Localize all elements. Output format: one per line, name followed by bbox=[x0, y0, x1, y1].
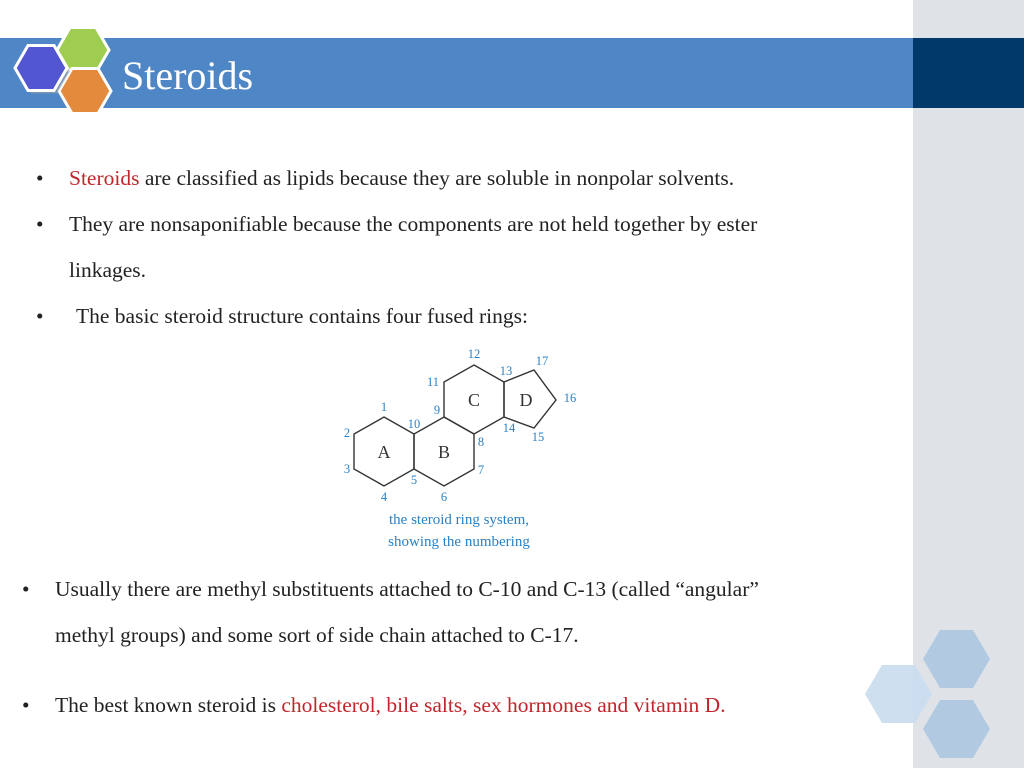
atom-number-11: 11 bbox=[426, 375, 440, 389]
title-accent-block bbox=[913, 38, 1024, 108]
bullet-item-lipids bbox=[36, 155, 734, 201]
bullet-highlight-steroids: Steroids bbox=[69, 166, 140, 190]
bullet-item-nonsaponifiable bbox=[36, 201, 757, 247]
bullet-text: Usually there are methyl substituents attached to C-10 and C-13 (called “angular” bbox=[55, 577, 759, 601]
atom-number-5: 5 bbox=[410, 473, 418, 487]
bullet-item-four-rings bbox=[36, 293, 528, 339]
atom-number-7: 7 bbox=[477, 463, 485, 477]
atom-number-14: 14 bbox=[502, 421, 516, 435]
atom-number-9: 9 bbox=[433, 403, 441, 417]
bullet-item-methyl-substituents bbox=[22, 566, 759, 612]
figure-caption-line-1: the steroid ring system, bbox=[389, 512, 529, 528]
bullet-text: They are nonsaponifiable because the components are not held together by ester bbox=[69, 212, 758, 236]
ring-label-a: A bbox=[377, 442, 391, 462]
ring-label-d: D bbox=[519, 390, 533, 410]
bullet-dot-icon: • bbox=[36, 304, 44, 328]
bullet-dot-icon: • bbox=[22, 577, 30, 601]
bullet-text: The basic steroid structure contains four fused rings: bbox=[76, 304, 528, 328]
atom-number-6: 6 bbox=[440, 490, 448, 504]
atom-number-17: 17 bbox=[535, 354, 549, 368]
atom-number-8: 8 bbox=[477, 435, 485, 449]
hexagon-logo-icon bbox=[0, 0, 125, 125]
ring-label-c: C bbox=[467, 390, 481, 410]
slide-title: Steroids bbox=[122, 53, 254, 98]
atom-number-15: 15 bbox=[531, 430, 545, 444]
ring-label-b: B bbox=[437, 442, 451, 462]
bullet-highlight-examples: cholesterol, bile salts, sex hormones and vitamin D. bbox=[281, 693, 726, 717]
bullet-dot-icon: • bbox=[22, 693, 30, 717]
bullet-dot-icon: • bbox=[36, 166, 44, 190]
atom-number-13: 13 bbox=[499, 364, 513, 378]
atom-number-2: 2 bbox=[343, 426, 351, 440]
figure-caption-line-2: showing the numbering bbox=[388, 534, 530, 550]
bullet-text: are classified as lipids because they are soluble in nonpolar solvents. bbox=[139, 166, 735, 190]
atom-number-3: 3 bbox=[343, 462, 351, 476]
atom-number-12: 12 bbox=[467, 347, 481, 361]
atom-number-4: 4 bbox=[380, 490, 388, 504]
bullet-continuation: linkages. bbox=[69, 258, 147, 282]
ring-bonds bbox=[354, 365, 556, 486]
bullet-dot-icon: • bbox=[36, 212, 44, 236]
atom-number-16: 16 bbox=[563, 391, 577, 405]
steroid-ring-diagram bbox=[330, 338, 590, 558]
bullet-continuation: methyl groups) and some sort of side chain attached to C-17. bbox=[55, 623, 579, 647]
bullet-item-best-known bbox=[22, 682, 726, 728]
atom-number-1: 1 bbox=[380, 400, 388, 414]
bullet-text: The best known steroid is bbox=[55, 693, 282, 717]
decorative-hexagons-icon bbox=[860, 625, 1024, 768]
atom-number-10: 10 bbox=[407, 417, 421, 431]
